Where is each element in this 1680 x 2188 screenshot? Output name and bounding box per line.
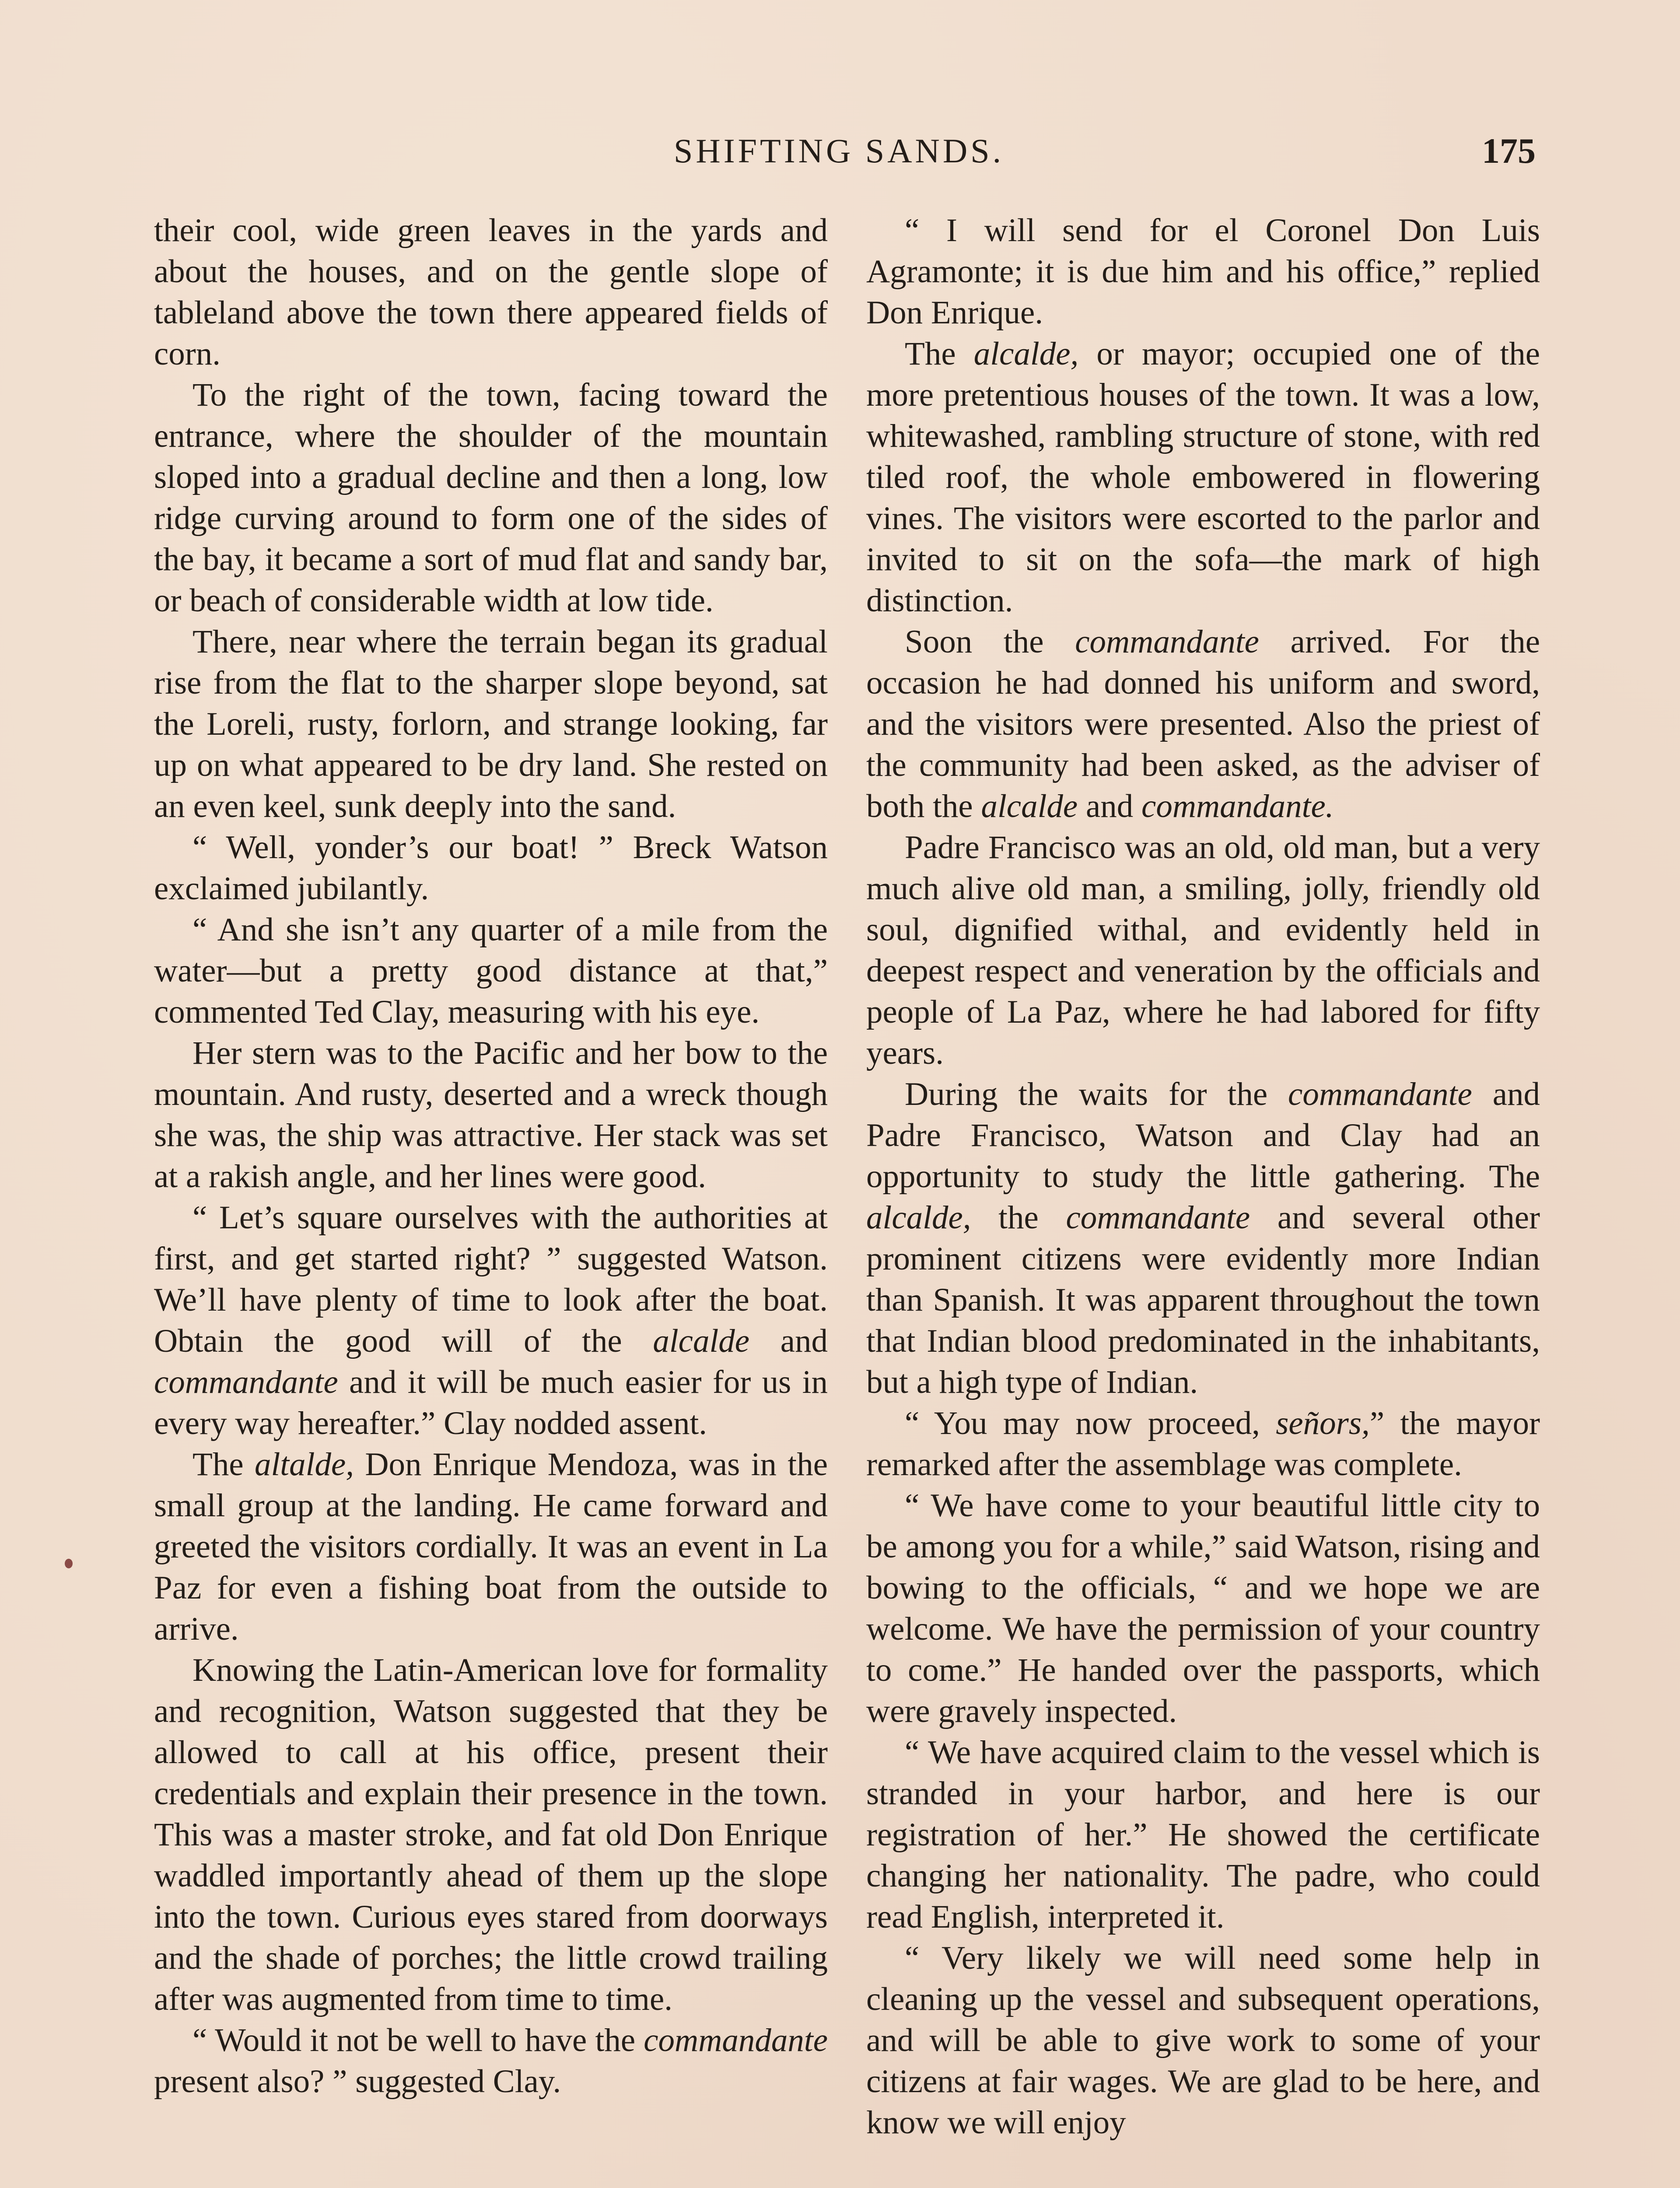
text-run: The <box>905 336 974 372</box>
paragraph <box>866 210 1540 333</box>
paragraph <box>154 1197 828 1444</box>
text-run: arrived. For the occasion he had donned his uniform and sword, and the visitors were presented. Also the priest of the community had been asked, as the adviser of both the <box>866 624 1540 824</box>
text-run: “ Well, yonder’s our boat! ” Breck Watson exclaimed jubilantly. <box>154 829 828 907</box>
text-run: “ We have acquired claim to the vessel which is stranded in your harbor, and here is our registration of her.” He showed the certificate changing her nationality. The padre, who could read English, interpreted it. <box>866 1734 1540 1935</box>
paragraph <box>866 1732 1540 1938</box>
italic-text: alcalde <box>981 788 1078 824</box>
paragraph <box>154 1444 828 1650</box>
text-run: “ Very likely we will need some help in cleaning up the vessel and subsequent operations, and will be able to give work to some of your citizens at fair wages. We are glad to be here, and know we will enjoy <box>866 1940 1540 2141</box>
text-run: Knowing the Latin-American love for formality and recognition, Watson suggested that they be allowed to call at his office, present their credentials and explain their presence in the town. This was a master stroke, and fat old Don Enrique waddled importantly ahead of them up the slope into the town. Curious eyes stared from doorways and the shade of porches; the little crowd trailing after was augmented from time to time. <box>154 1652 828 2017</box>
paragraph <box>154 1033 828 1197</box>
text-run: To the right of the town, facing toward the entrance, where the shoulder of the mountain sloped into a gradual decline and then a long, low ridge curving around to form one of the sides of the bay, it became a sort of mud flat and sandy bar, or beach of considerable width at low tide. <box>154 377 828 619</box>
text-run: ” the mayor remarked after the assemblage was complete. <box>866 1405 1540 1483</box>
text-run: their cool, wide green leaves in the yards and about the houses, and on the gentle slope of tableland above the town there appeared fields of corn. <box>154 212 828 372</box>
text-run: Padre Francisco was an old, old man, but a very much alive old man, a smiling, jolly, friendly old soul, dignified withal, and evidently held in deepest respect and veneration by the officials and people of La Paz, where he had labored for fifty years. <box>866 829 1540 1071</box>
text-run: and it will be much easier for us in every way hereafter.” Clay nodded assent. <box>154 1364 828 1441</box>
italic-text: commandante <box>1288 1076 1472 1112</box>
text-run: “ You may now proceed, <box>905 1405 1276 1441</box>
text-run: the <box>971 1199 1066 1236</box>
paragraph <box>866 333 1540 621</box>
italic-text: commandante. <box>1141 788 1334 824</box>
paragraph <box>866 1403 1540 1485</box>
text-run: present also? ” suggested Clay. <box>154 2063 561 2100</box>
text-run: and Padre Francisco, Watson and Clay had an opportunity to study the little gathering. The <box>866 1076 1540 1195</box>
paragraph <box>866 1485 1540 1732</box>
left-text-column <box>154 210 828 2102</box>
italic-text: alcalde, <box>866 1199 971 1236</box>
paragraph <box>154 375 828 621</box>
text-run: There, near where the terrain began its gradual rise from the flat to the sharper slope beyond, sat the Loreli, rusty, forlorn, and strange looking, far up on what appeared to be dry land. She rested on an even keel, sunk deeply into the sand. <box>154 624 828 824</box>
paragraph <box>154 827 828 909</box>
italic-text: altalde, <box>254 1446 354 1483</box>
chapter-title: SHIFTING SANDS. <box>674 132 1004 170</box>
text-run: and several other prominent citizens were evidently more Indian than Spanish. It was apparent throughout the town that Indian blood predominated in the inhabitants, but a high type of Indian. <box>866 1199 1540 1400</box>
text-run: During the waits for the <box>905 1076 1288 1112</box>
italic-text: señors, <box>1276 1405 1370 1441</box>
right-text-column <box>866 210 1540 2143</box>
text-run: Soon the <box>905 624 1075 660</box>
text-run: Don Enrique Mendoza, was in the small group at the landing. He came forward and greeted the visitors cordially. It was an event in La Paz for even a fishing boat from the outside to arrive. <box>154 1446 828 1647</box>
text-run: The <box>192 1446 255 1483</box>
italic-text: alcalde <box>653 1323 750 1359</box>
paragraph <box>154 210 828 375</box>
paragraph <box>154 2020 828 2102</box>
paragraph <box>866 1938 1540 2143</box>
italic-text: commandante <box>644 2022 828 2058</box>
text-run: “ Would it not be well to have the <box>192 2022 644 2058</box>
paragraph <box>866 1074 1540 1403</box>
ink-speck <box>65 1559 73 1568</box>
italic-text: commandante <box>1066 1199 1250 1236</box>
paragraph <box>154 909 828 1033</box>
page-number: 175 <box>1482 131 1536 171</box>
text-run: Her stern was to the Pacific and her bow to the mountain. And rusty, deserted and a wreck though she was, the ship was attractive. Her stack was set at a rakish angle, and her lines were good. <box>154 1035 828 1195</box>
running-header <box>0 127 1680 175</box>
text-run: “ We have come to your beautiful little city to be among you for a while,” said Watson, rising and bowing to the officials, “ and we hope we are welcome. We have the permission of your country to come.” He handed over the passports, which were gravely inspected. <box>866 1487 1540 1729</box>
paragraph <box>866 621 1540 827</box>
italic-text: alcalde, <box>973 336 1079 372</box>
paragraph <box>154 1650 828 2020</box>
paragraph <box>866 827 1540 1074</box>
italic-text: commandante <box>1075 624 1259 660</box>
text-run: “ And she isn’t any quarter of a mile from the water—but a pretty good distance at that,” commented Ted Clay, measuring with his eye. <box>154 912 828 1030</box>
text-run: “ Let’s square ourselves with the authorities at first, and get started right? ” suggested Watson. We’ll have plenty of time to look after the boat. Obtain the good will of the <box>154 1199 828 1359</box>
text-run: and <box>1078 788 1142 824</box>
text-run: or mayor; occupied one of the more pretentious houses of the town. It was a low, whitewashed, rambling structure of stone, with red tiled roof, the whole embowered in flowering vines. The visitors were escorted to the parlor and invited to sit on the sofa—the mark of high distinction. <box>866 336 1540 619</box>
paragraph <box>154 621 828 827</box>
italic-text: commandante <box>154 1364 338 1400</box>
text-run: and <box>749 1323 828 1359</box>
text-run: “ I will send for el Coronel Don Luis Agramonte; it is due him and his office,” replied Don Enrique. <box>866 212 1540 331</box>
